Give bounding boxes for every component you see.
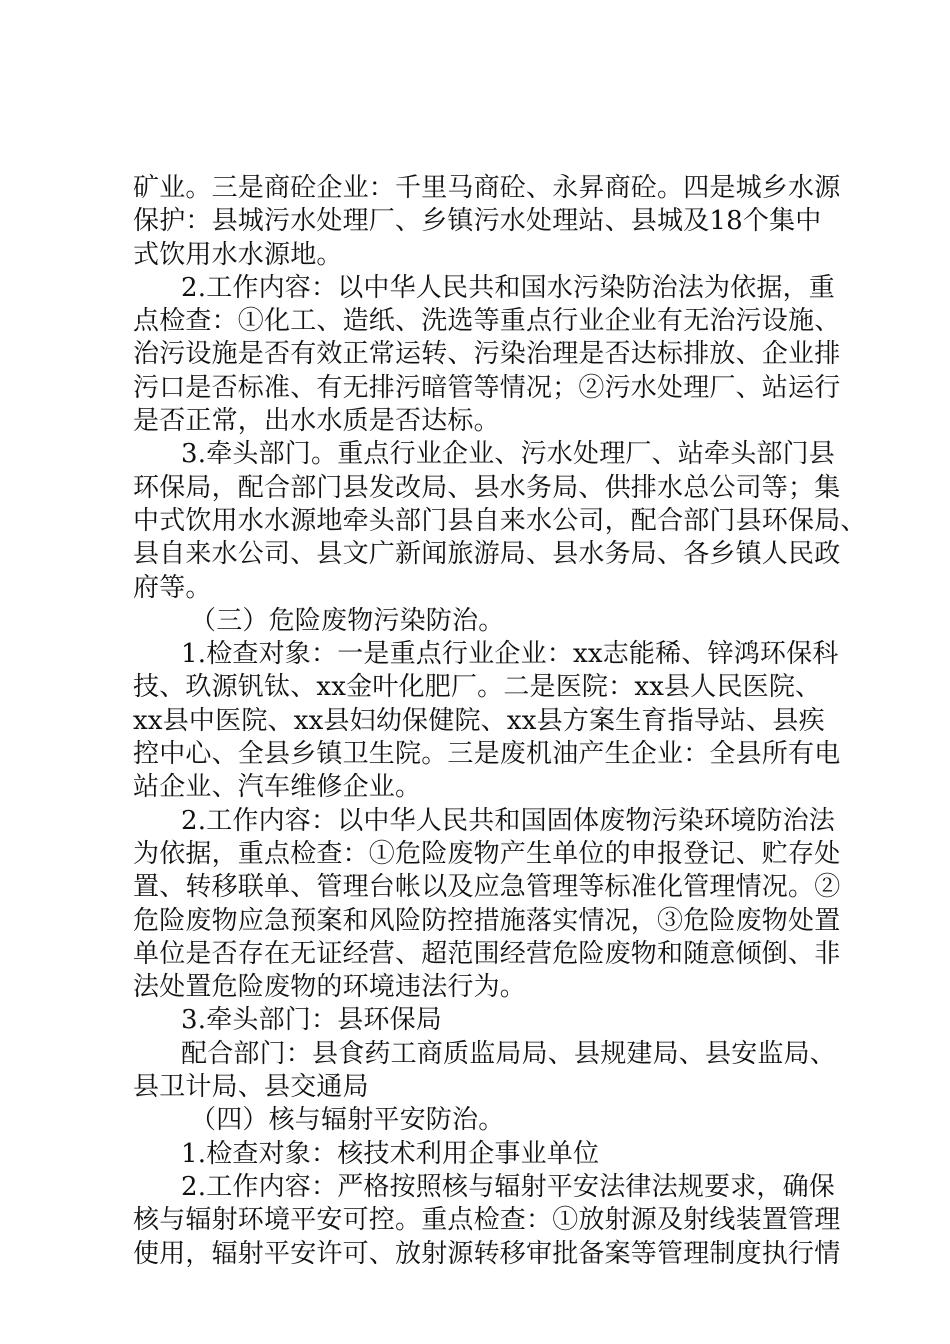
text-line: 中式饮用水水源地牵头部门县自来水公司，配合部门县环保局、 xyxy=(133,505,867,536)
text-line: 污口是否标准、有无排污暗管等情况；②污水处理厂、站运行 xyxy=(133,372,841,403)
document-body xyxy=(133,172,867,1271)
text-line: 危险废物应急预案和风险防控措施落实情况，③危险废物处置 xyxy=(133,905,841,936)
text-line: 单位是否存在无证经营、超范围经营危险废物和随意倾倒、非 xyxy=(133,938,841,969)
text-line: 站企业、汽车维修企业。 xyxy=(133,772,422,803)
text-line: 法处置危险废物的环境违法行为。 xyxy=(133,972,527,1003)
text-line: 技、玖源钒钛、xx金叶化肥厂。二是医院：xx县人民医院、 xyxy=(133,672,822,703)
text-line: 使用，辐射平安许可、放射源转移审批备案等管理制度执行情 xyxy=(133,1238,841,1269)
text-line: 环保局，配合部门县发改局、县水务局、供排水总公司等；集 xyxy=(133,472,841,503)
paragraph-start-line: 2.工作内容：严格按照核与辐射平安法律法规要求，确保 xyxy=(181,1171,836,1202)
paragraph-start-line: 1.检查对象：一是重点行业企业：xx志能稀、锌鸿环保科 xyxy=(181,639,839,670)
text-line: 县卫计局、县交通局 xyxy=(133,1072,369,1103)
paragraph-start-line: 配合部门：县食药工商质监局局、县规建局、县安监局、 xyxy=(181,1038,837,1069)
text-line: 核与辐射环境平安可控。重点检查：①放射源及射线装置管理 xyxy=(133,1205,841,1236)
text-line: 矿业。三是商砼企业：千里马商砼、永昇商砼。四是城乡水源 xyxy=(133,173,841,203)
paragraph-start-line: 3.牵头部门。重点行业企业、污水处理厂、站牵头部门县 xyxy=(181,439,836,470)
text-line: 式饮用水水源地。 xyxy=(133,239,343,270)
text-line: 保护：县城污水处理厂、乡镇污水处理站、县城及18个集中 xyxy=(133,206,822,237)
text-line: 置、转移联单、管理台帐以及应急管理等标准化管理情况。② xyxy=(133,872,841,903)
paragraph-start-line: 2.工作内容：以中华人民共和国水污染防治法为依据，重 xyxy=(181,272,836,303)
text-line: 治污设施是否有效正常运转、污染治理是否达标排放、企业排 xyxy=(133,339,841,370)
paragraph-start-line: 2.工作内容：以中华人民共和国固体废物污染环境防治法 xyxy=(181,805,836,836)
text-line: 府等。 xyxy=(133,572,212,603)
text-line: 是否正常，出水水质是否达标。 xyxy=(133,406,500,437)
text-line: 县自来水公司、县文广新闻旅游局、县水务局、各乡镇人民政 xyxy=(133,539,841,570)
text-line: 控中心、全县乡镇卫生院。三是废机油产生企业：全县所有电 xyxy=(133,739,841,770)
text-line: 点检查：①化工、造纸、洗选等重点行业企业有无治污设施、 xyxy=(133,306,841,337)
section-heading: （四）核与辐射平安防治。 xyxy=(190,1105,505,1136)
paragraph-start-line: 1.检查对象：核技术利用企事业单位 xyxy=(181,1138,600,1169)
paragraph-start-line: 3.牵头部门：县环保局 xyxy=(181,1005,443,1036)
text-line: 为依据，重点检查：①危险废物产生单位的申报登记、贮存处 xyxy=(133,838,841,869)
section-heading: （三）危险废物污染防治。 xyxy=(190,605,505,636)
text-line: xx县中医院、xx县妇幼保健院、xx县方案生育指导站、县疾 xyxy=(133,705,825,736)
